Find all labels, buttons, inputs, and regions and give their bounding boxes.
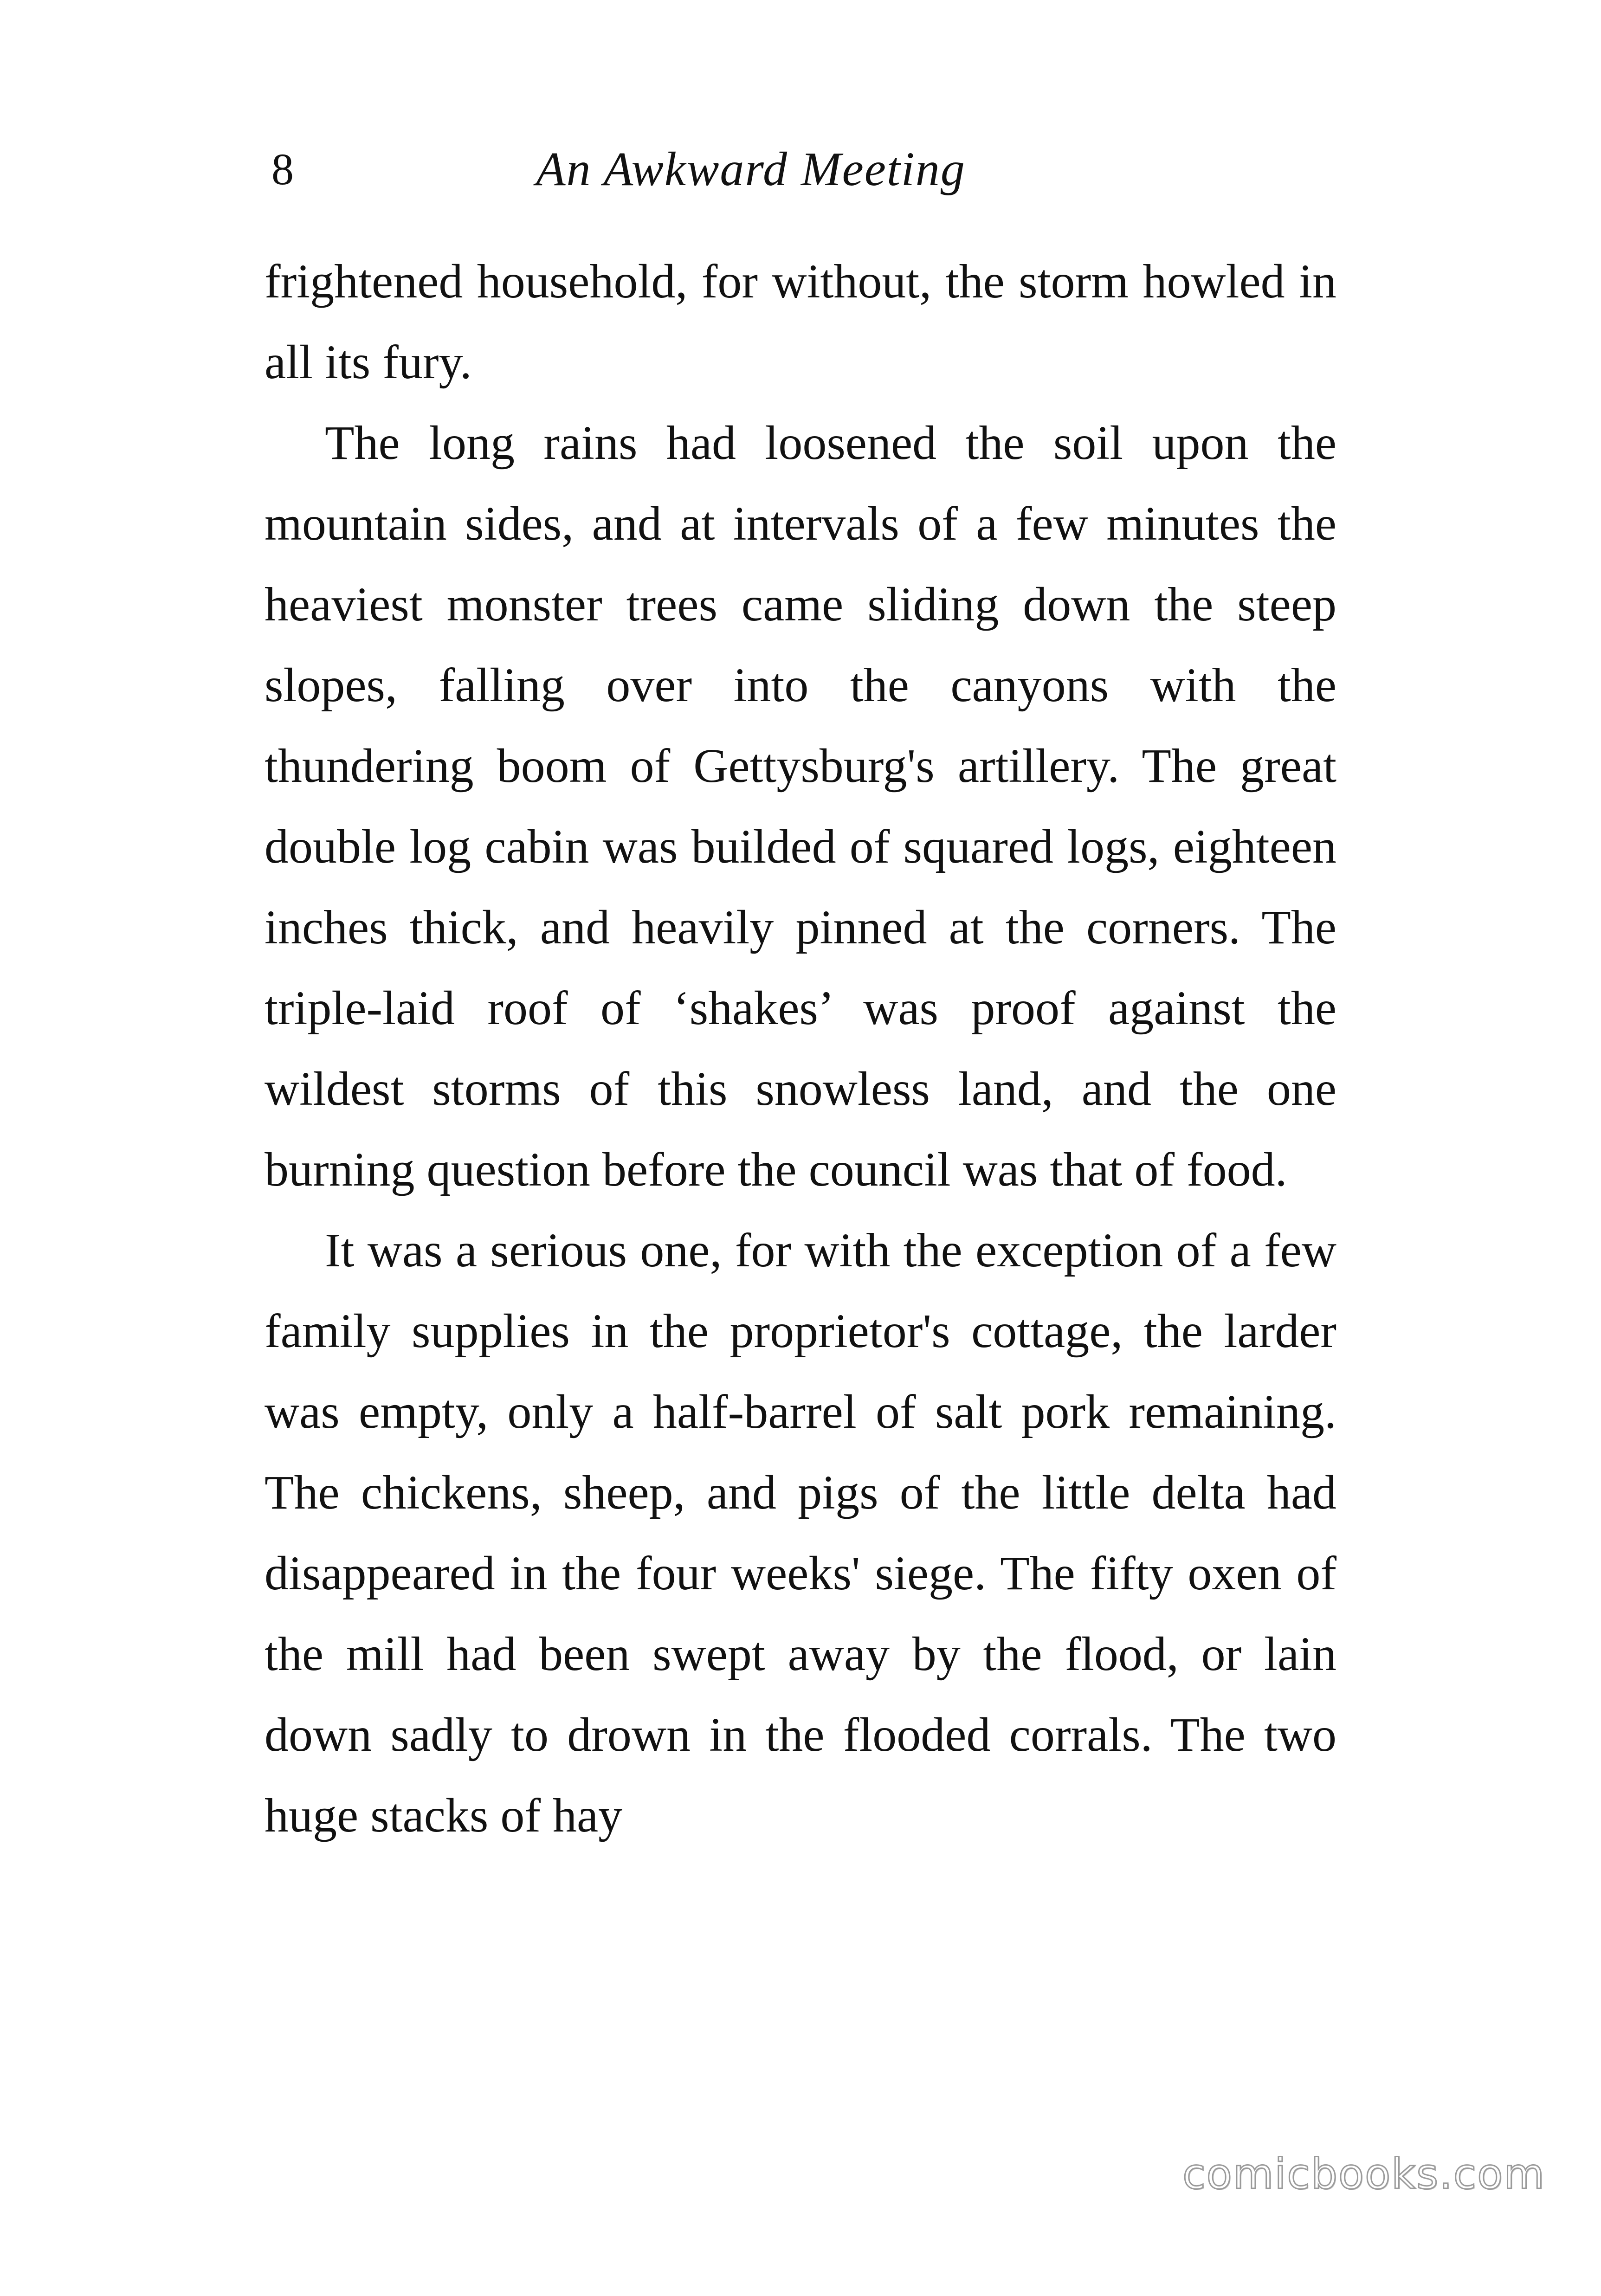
paragraph: It was a serious one, for with the exception of a few family supplies in the proprietor's cottage, the larder was empty, only a half-barrel of salt pork remaining. The chickens, sheep, and pigs of the little delta had disappeared in the four weeks' siege. The fifty oxen of the mill had been swept away by the flood, or lain down sadly to drown in the flooded corrals. The two huge stacks of hay [265, 1224, 1336, 1842]
running-title: An Awkward Meeting [536, 142, 966, 196]
page-number: 8 [271, 144, 294, 194]
paragraph-continued: frightened household, for without, the storm howled in all its fury. [265, 255, 1336, 389]
paragraph: The long rains had loosened the soil upon the mountain sides, and at intervals of a few minutes the heaviest monster trees came sliding down the steep slopes, falling over into the canyons with the thundering boom of Gettysburg's artillery. The great double log cabin was builded of squared logs, eighteen inches thick, and heavily pinned at the corners. The triple-laid roof of ‘shakes’ was proof against the wildest storms of this snowless land, and the one burning question before the council was that of food. [265, 416, 1336, 1196]
page-header [271, 139, 1339, 200]
body-text [265, 241, 1336, 1856]
watermark-logo: comicbooks.com [1182, 2150, 1545, 2199]
